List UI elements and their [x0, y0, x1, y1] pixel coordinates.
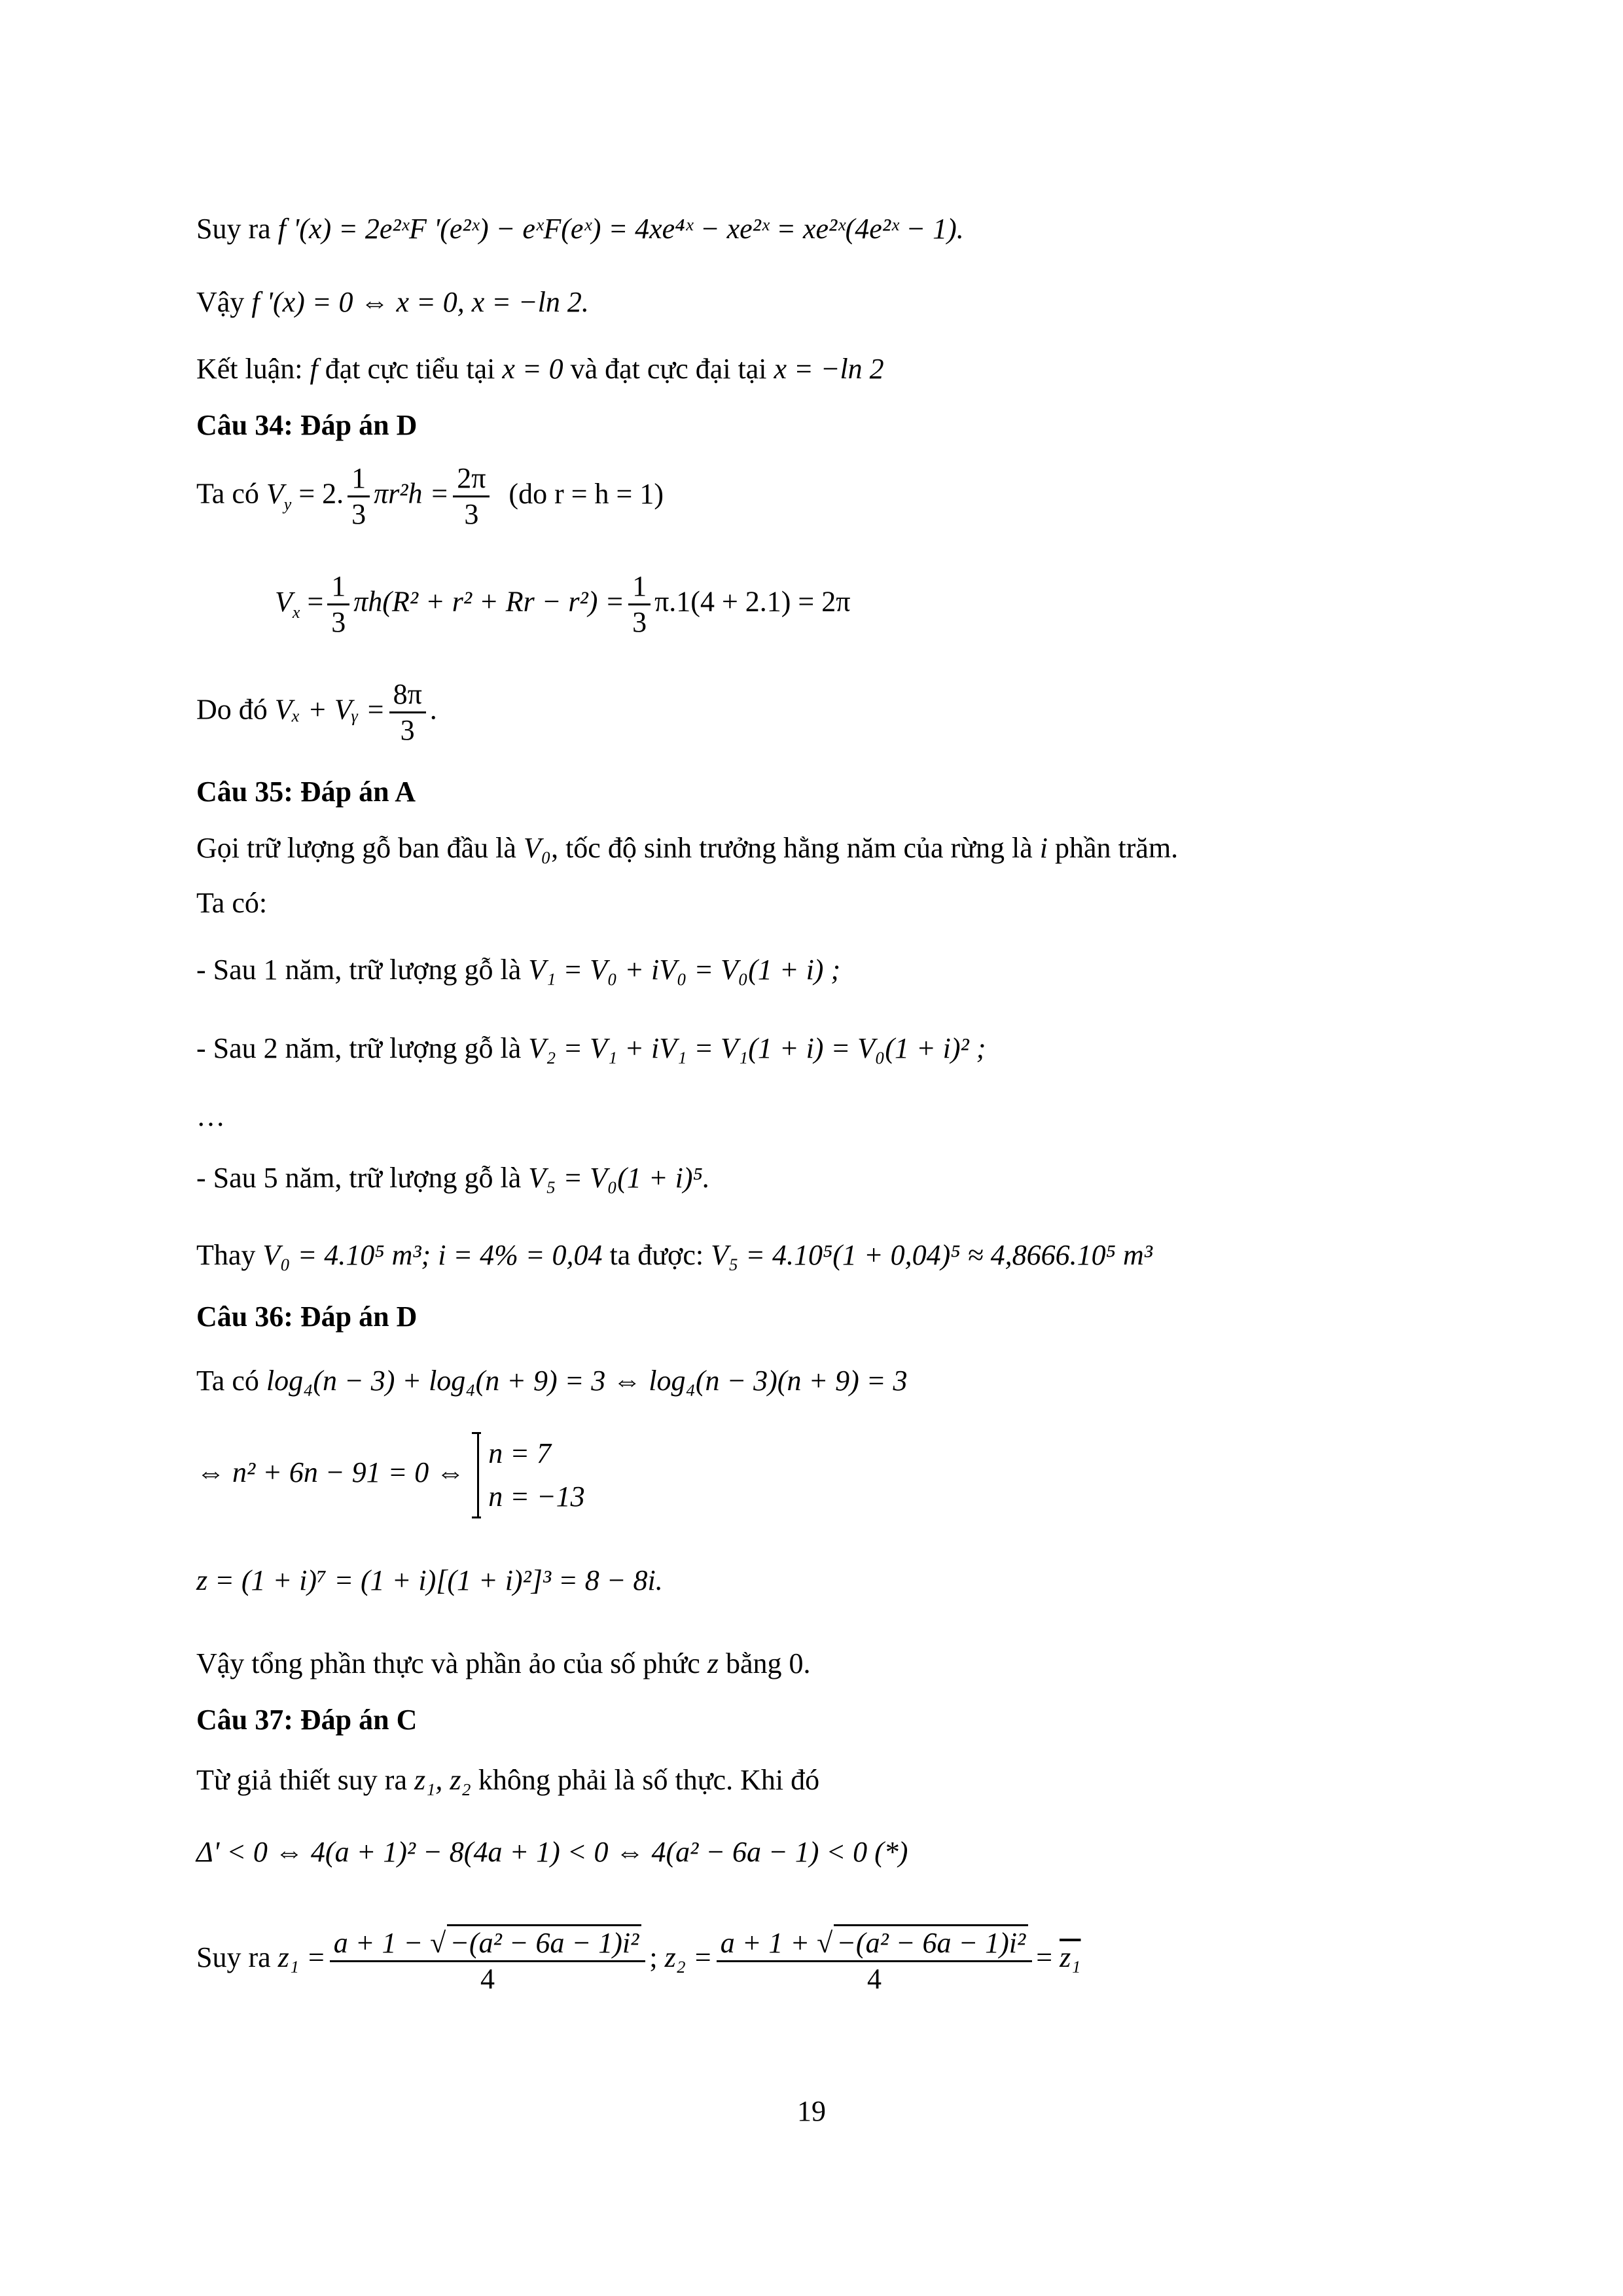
- q34-vx-symbol: V: [275, 585, 293, 618]
- q37-z1-fraction: [330, 1924, 646, 1996]
- critical-points-prefix: Vậy: [196, 286, 245, 318]
- q34-vy-eq: = 2.: [298, 477, 344, 510]
- q34-frac3: [327, 569, 349, 639]
- critical-points-formula: f '(x) = 0 ⇔ x = 0, x = −ln 2.: [251, 286, 589, 318]
- q35-step2-math: V₂ = V₁ + iV₁ = V₁(1 + i) = V₀(1 + i)² ;: [528, 1032, 986, 1064]
- q35-intro-b: , tốc độ sinh trưởng hằng năm của rừng là: [551, 832, 1033, 864]
- q34-frac3-num: 1: [327, 569, 349, 605]
- q36-quad-math: ⇔ n² + 6n − 91 = 0 ⇔: [196, 1456, 465, 1489]
- q35-intro-v0: V₀: [523, 832, 552, 864]
- q34-frac4: [628, 569, 651, 639]
- q37-z2-fraction: [717, 1924, 1033, 1996]
- q34-frac4-den: 3: [632, 606, 647, 638]
- q35-step2-text: - Sau 2 năm, trữ lượng gỗ là: [196, 1032, 522, 1064]
- q34-frac4-num: 1: [628, 569, 651, 605]
- q37-intro-line: [196, 1761, 819, 1800]
- q37-z1-sqrt: −(a² − 6a − 1)i²: [447, 1924, 641, 1960]
- q34-vy-prefix: Ta có: [196, 477, 259, 510]
- q34-vx-line: [275, 569, 850, 639]
- page-number: 19: [797, 2095, 826, 2127]
- q34-vy-symbol: V: [266, 477, 284, 510]
- q37-z2-lhs: z₂ =: [664, 1941, 713, 1974]
- q37-delta-line: [196, 1833, 908, 1872]
- q37-z1-num-a: a + 1 −: [333, 1927, 423, 1959]
- q37-z2-numerator: a + 1 + √ −(a² − 6a − 1)i²: [717, 1924, 1033, 1962]
- derivative-formula: f '(x) = 2e²ˣF '(e²ˣ) − eˣF(eˣ) = 4xe⁴ˣ − xe²ˣ = xe²ˣ(4e²ˣ − 1).: [277, 213, 964, 245]
- q37-roots-line: [196, 1924, 1080, 1996]
- q37-z1-conjugate: z₁: [1060, 1941, 1081, 1974]
- conclusion-f: f: [310, 353, 318, 385]
- q35-intro-a: Gọi trữ lượng gỗ ban đầu là: [196, 832, 516, 864]
- q35-ellipsis: …: [196, 1100, 225, 1132]
- conclusion-max-value: x = −ln 2: [774, 353, 884, 385]
- q34-frac2-den: 3: [464, 498, 479, 530]
- q34-frac1-den: 3: [351, 498, 366, 530]
- q34-vx-end: π.1(4 + 2.1) = 2π: [654, 585, 851, 618]
- q35-taco: Ta có:: [196, 887, 268, 919]
- q36-conclusion-line: [196, 1644, 810, 1683]
- q34-frac5-num: 8π: [389, 677, 426, 713]
- q35-step1-math: V₁ = V₀ + iV₀ = V₀(1 + i) ;: [528, 954, 841, 986]
- q35-thay-math1: V₀ = 4.10⁵ m³; i = 4% = 0,04: [262, 1239, 603, 1271]
- q35-step5-math: V₅ = V₀(1 + i)⁵.: [528, 1162, 710, 1194]
- q36-solution-1: n = 7: [488, 1437, 551, 1469]
- conclusion-min-text: đạt cực tiểu tại: [325, 353, 495, 385]
- q34-vy-note: (do r = h = 1): [508, 477, 664, 510]
- conclusion-line: [196, 350, 884, 389]
- q35-intro-i: i: [1039, 832, 1048, 864]
- conclusion-label: Kết luận:: [196, 353, 303, 385]
- q34-vx-eq: =: [307, 585, 324, 618]
- q37-heading: Câu 37: Đáp án C: [196, 1704, 418, 1736]
- q35-substitute-line: [196, 1236, 1152, 1275]
- derivative-line: [196, 209, 964, 249]
- q37-z1-lhs: z₁ =: [277, 1941, 326, 1974]
- q36-conclusion-a: Vậy tổng phần thực và phần ảo của số phức: [196, 1647, 700, 1679]
- q34-vx-mid: πh(R² + r² + Rr − r²) =: [353, 585, 625, 618]
- q34-vx-lhs: [275, 585, 300, 622]
- q36-quadratic-line: [196, 1432, 585, 1518]
- q36-bracket-bottom: [472, 1516, 481, 1518]
- q35-intro-line: [196, 829, 1178, 868]
- q34-frac5-den: 3: [400, 714, 415, 746]
- q34-frac1-num: 1: [348, 461, 370, 497]
- q36-log-prefix: Ta có: [196, 1365, 259, 1397]
- q37-delta-math: Δ' < 0 ⇔ 4(a + 1)² − 8(4a + 1) < 0 ⇔ 4(a² − 6a − 1) < 0 (*): [196, 1836, 908, 1868]
- q36-z-line: [196, 1561, 663, 1600]
- q34-sum-prefix: Do đó: [196, 693, 268, 726]
- q37-intro-a: Từ giả thiết suy ra: [196, 1764, 407, 1796]
- q37-intro-b: không phải là số thực. Khi đó: [478, 1764, 820, 1796]
- q34-frac5: [389, 677, 426, 747]
- q34-heading: Câu 34: Đáp án D: [196, 409, 418, 441]
- conclusion-max-text: và đạt cực đại tại: [570, 353, 767, 385]
- q37-intro-math: z₁, z₂: [414, 1764, 471, 1796]
- q37-separator: ;: [649, 1941, 658, 1974]
- q36-bracket-top: [472, 1432, 481, 1434]
- q37-z1-numerator: a + 1 − √ −(a² − 6a − 1)i²: [330, 1924, 646, 1962]
- q35-intro-c: phần trăm.: [1055, 832, 1179, 864]
- q34-frac-two-pi-third: [453, 461, 490, 531]
- q37-suy-ra: Suy ra: [196, 1941, 271, 1974]
- q35-step1-line: [196, 950, 840, 990]
- conclusion-min-value: x = 0: [502, 353, 563, 385]
- q37-z2-den: 4: [866, 1963, 882, 1995]
- q35-step5-text: - Sau 5 năm, trữ lượng gỗ là: [196, 1162, 522, 1194]
- q34-vy-line: [196, 461, 664, 531]
- q35-heading: Câu 35: Đáp án A: [196, 776, 416, 808]
- q37-z2-sqrt: −(a² − 6a − 1)i²: [834, 1924, 1028, 1960]
- q36-solution-2: n = −13: [488, 1480, 585, 1513]
- q37-z1-den: 4: [480, 1963, 495, 1995]
- q35-thay-math2: V₅ = 4.10⁵(1 + 0,04)⁵ ≈ 4,8666.10⁵ m³: [711, 1239, 1152, 1271]
- q34-vy-subscript: y: [283, 494, 292, 514]
- q34-vy-lhs: [266, 477, 292, 514]
- q35-thay-b: ta được:: [609, 1239, 704, 1271]
- critical-points-line: [196, 283, 589, 322]
- q37-z2-end: =: [1036, 1941, 1053, 1974]
- q34-vx-subscript: x: [292, 602, 300, 622]
- q35-step5-line: [196, 1158, 710, 1198]
- q34-vy-mid: πr²h =: [374, 477, 450, 510]
- q36-heading: Câu 36: Đáp án D: [196, 1300, 418, 1333]
- q36-log-line: [196, 1361, 908, 1401]
- q34-frac3-den: 3: [331, 606, 346, 638]
- q34-sum-lhs: Vₓ + Vᵧ =: [274, 693, 385, 726]
- q37-z2-num-a: a + 1 +: [720, 1927, 810, 1959]
- q35-thay-a: Thay: [196, 1239, 256, 1271]
- q36-z-math: z = (1 + i)⁷ = (1 + i)[(1 + i)²]³ = 8 − 8i.: [196, 1564, 663, 1596]
- derivative-prefix: Suy ra: [196, 213, 271, 245]
- q35-step1-text: - Sau 1 năm, trữ lượng gỗ là: [196, 954, 522, 986]
- q36-conclusion-b: bằng 0.: [725, 1647, 811, 1679]
- q36-log-math: log₄(n − 3) + log₄(n + 9) = 3 ⇔ log₄(n − 3)(n + 9) = 3: [266, 1365, 908, 1397]
- q36-solution-list: [477, 1432, 584, 1518]
- q35-step2-line: [196, 1029, 986, 1068]
- q34-sum-line: [196, 677, 437, 747]
- q34-frac-one-third: [348, 461, 370, 531]
- q36-solution-bracket: [472, 1432, 584, 1518]
- q34-frac2-num: 2π: [453, 461, 490, 497]
- q36-conclusion-z: z: [707, 1647, 719, 1679]
- q34-sum-end: .: [429, 693, 437, 726]
